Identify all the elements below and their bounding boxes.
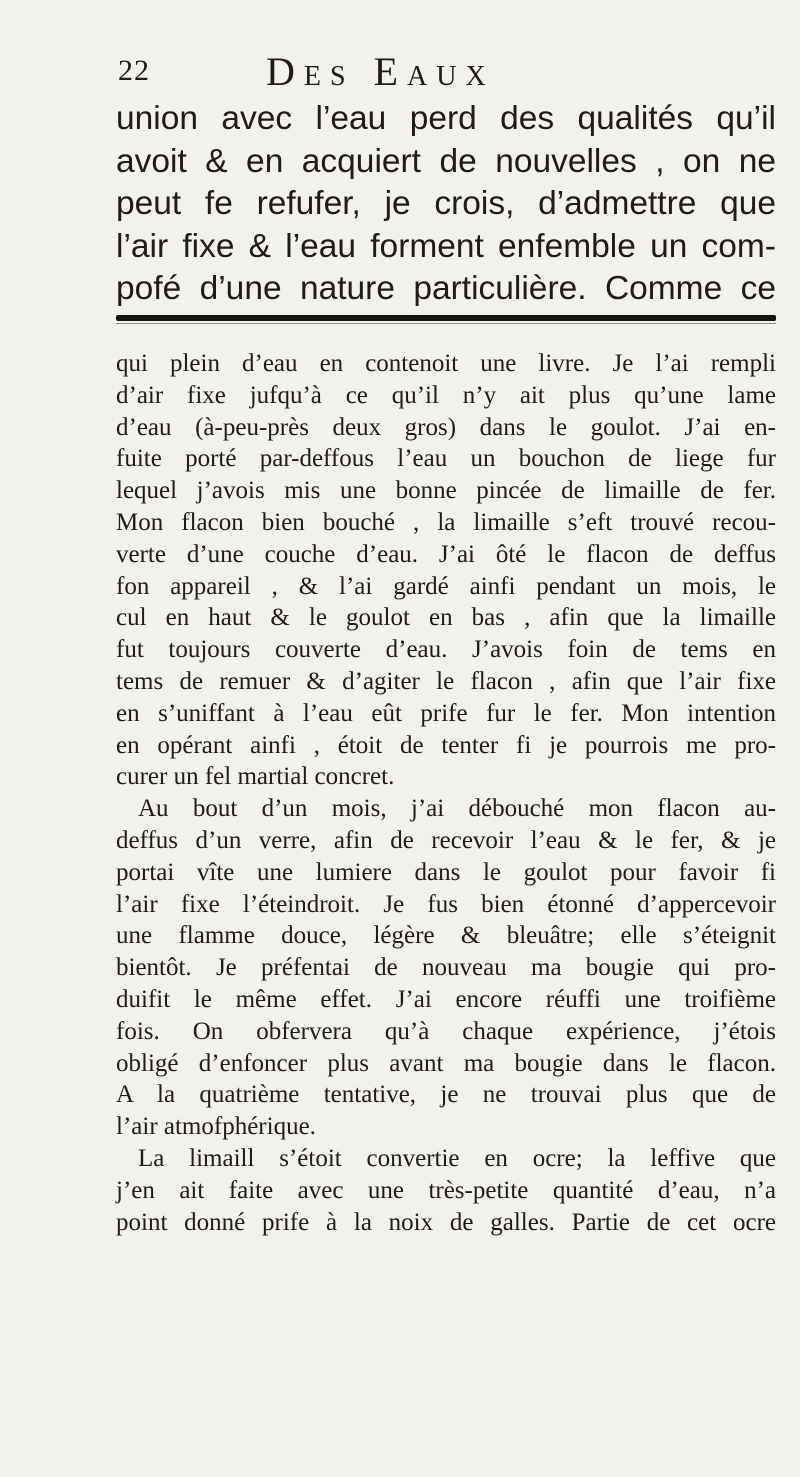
footnote-line: fuite porté par-deffous l’eau un bouchon de liege fur	[116, 445, 776, 473]
main-text-line: peut fe refufer, je crois, d’admettre que	[116, 185, 776, 222]
footnote-line: l’air fixe l’éteindroit. Je fus bien étonné d’appercevoir	[116, 890, 776, 918]
page-header	[118, 48, 738, 98]
footnote-line: verte d’une couche d’eau. J’ai ôté le flacon de deffus	[116, 540, 776, 568]
footnote-line: La limaill s’étoit convertie en ocre; la leffive que	[138, 1144, 776, 1172]
footnote-separator-hairline	[116, 323, 776, 324]
footnote-line: j’en ait faite avec une très-petite quantité d’eau, n’a	[116, 1176, 776, 1204]
footnote-separator-rule	[116, 315, 776, 321]
footnote-line: A la quatrième tentative, je ne trouvai plus que de	[116, 1081, 776, 1109]
footnote-line: qui plein d’eau en contenoit une livre. Je l’ai rempli	[116, 350, 776, 377]
footnote-line: tems de remuer & d’agiter le flacon , afin que l’air fixe	[116, 667, 776, 695]
footnote-line: lequel j’avois mis une bonne pincée de limaille de fer.	[116, 477, 776, 505]
page-number: 22	[118, 54, 150, 87]
footnote-line: d’eau (à-peu-près deux gros) dans le goulot. J’ai en-	[116, 413, 776, 441]
footnote-line: deffus d’un verre, afin de recevoir l’eau & le fer, & je	[116, 826, 776, 854]
footnote-line: curer un fel martial concret.	[116, 763, 395, 791]
footnote-line: fon appareil , & l’ai gardé ainfi pendant un mois, le	[116, 572, 776, 600]
footnote-line: Au bout d’un mois, j’ai débouché mon flacon au-	[138, 795, 776, 823]
footnote-line: cul en haut & le goulot en bas , afin que la limaille	[116, 604, 776, 632]
footnote-text	[116, 348, 776, 1238]
footnote-line: duifit le même effet. J’ai encore réuffi une troifième	[116, 985, 776, 1013]
main-text-line: avoit & en acquiert de nouvelles , on ne	[116, 142, 776, 180]
footnote-line: portai vîte une lumiere dans le goulot pour favoir fi	[116, 858, 776, 886]
main-text	[116, 98, 776, 311]
footnote-line: en s’uniffant à l’eau eût prife fur le fer. Mon intention	[116, 699, 776, 727]
main-text-line: pofé d’une nature particulière. Comme ce	[116, 270, 776, 307]
running-title: Des Eaux	[266, 49, 495, 94]
footnote-line: obligé d’enfoncer plus avant ma bougie dans le flacon.	[116, 1049, 776, 1077]
footnote-line: Mon flacon bien bouché , la limaille s’eft trouvé recou-	[116, 508, 776, 536]
footnote-line: une flamme douce, légère & bleuâtre; elle s’éteignit	[116, 922, 776, 950]
footnote-line: point donné prife à la noix de galles. Partie de cet ocre	[116, 1208, 776, 1236]
footnote-line: fut toujours couverte d’eau. J’avois foin de tems en	[116, 636, 776, 664]
footnote-line: d’air fixe jufqu’à ce qu’il n’y ait plus qu’une lame	[116, 381, 776, 409]
footnote-line: en opérant ainfi , étoit de tenter fi je pourrois me pro-	[116, 731, 776, 759]
footnote-line: l’air atmofphérique.	[116, 1113, 316, 1141]
main-text-line: union avec l’eau perd des qualités qu’il	[116, 100, 776, 137]
main-text-line: l’air fixe & l’eau forment enfemble un com-	[116, 227, 776, 265]
footnote-line: bientôt. Je préfentai de nouveau ma bougie qui pro-	[116, 954, 776, 982]
footnote-line: fois. On obfervera qu’à chaque expérience, j’étois	[116, 1017, 776, 1045]
